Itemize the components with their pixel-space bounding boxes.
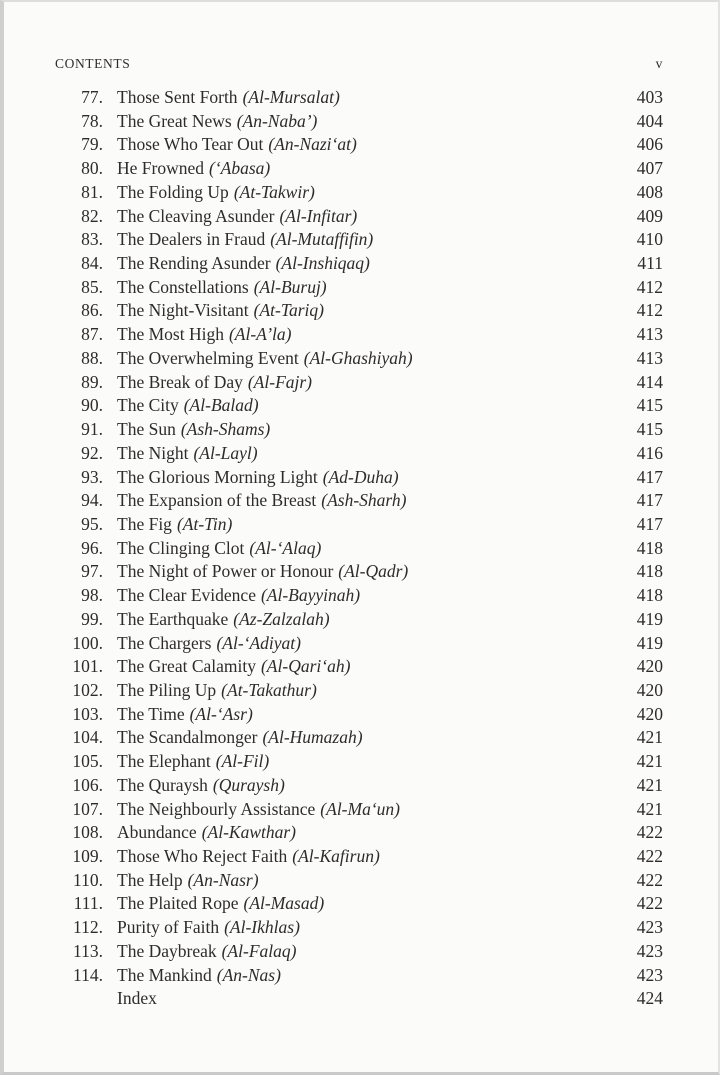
entry-number: 96. <box>81 537 103 558</box>
entry-page-number: 417 <box>636 466 663 487</box>
entry-title-cell <box>103 680 637 701</box>
entry-title-cell <box>103 490 637 511</box>
entry-title: The Fig <box>117 513 172 534</box>
entry-number: 103. <box>72 703 103 724</box>
entry-number: 112. <box>73 917 103 938</box>
entry-page-number: 421 <box>636 751 663 772</box>
entry-title-cell <box>103 633 637 654</box>
entry-number: 104. <box>72 727 103 748</box>
entry-title: The Most High <box>117 324 224 345</box>
entry-arabic-name: (Al-‘Adiyat) <box>216 632 301 653</box>
entry-arabic-name: (An-Naba’) <box>236 110 318 131</box>
entry-title-cell <box>103 585 637 606</box>
entry-title: Those Who Reject Faith <box>117 846 288 866</box>
entry-title: The Great News <box>117 110 232 131</box>
entry-number: 101. <box>72 656 103 677</box>
entry-number: 77. <box>81 87 103 107</box>
entry-title-cell <box>103 822 637 843</box>
entry-arabic-name: (An-Nasr) <box>187 869 259 890</box>
entry-page-number: 411 <box>637 253 663 274</box>
toc-entry-row <box>55 229 663 253</box>
entry-title-cell <box>103 229 637 250</box>
entry-title: The City <box>117 395 179 416</box>
entry-arabic-name: (Al-Mutaffifin) <box>270 229 374 250</box>
entry-title-cell <box>103 419 637 440</box>
toc-entry-row <box>55 799 663 823</box>
toc-entry-row <box>55 395 663 419</box>
entry-page-number: 421 <box>636 774 663 795</box>
entry-title-cell <box>103 467 637 488</box>
entry-title-cell <box>103 775 637 796</box>
entry-arabic-name: (At-Takathur) <box>221 679 317 700</box>
toc-entry-row <box>55 988 663 1012</box>
entry-number: 78. <box>81 110 103 131</box>
entry-arabic-name: (Ash-Sharh) <box>321 490 407 511</box>
entry-page-number: 412 <box>636 276 663 297</box>
entry-title: The Scandalmonger <box>117 727 258 748</box>
entry-arabic-name: (Al-Ghashiyah) <box>303 347 413 368</box>
entry-title-cell <box>103 182 637 203</box>
toc-entry-row <box>55 182 663 206</box>
entry-arabic-name: (At-Takwir) <box>233 181 315 202</box>
entry-title: The Night <box>117 442 189 463</box>
entry-title-cell <box>103 727 637 748</box>
entry-arabic-name: (Al-Masad) <box>243 893 325 914</box>
entry-number: 88. <box>81 347 103 368</box>
toc-entry-row <box>55 917 663 941</box>
toc-entry-row <box>55 893 663 917</box>
toc-entry-row <box>55 443 663 467</box>
entry-title: Abundance <box>117 822 197 843</box>
entry-page-number: 422 <box>636 893 663 914</box>
entry-title: The Time <box>117 703 185 724</box>
toc-entry-row <box>55 704 663 728</box>
entry-page-number: 419 <box>636 608 663 629</box>
entry-title: The Expansion of the Breast <box>117 490 317 511</box>
entry-arabic-name: (Quraysh) <box>212 774 285 795</box>
entry-number: 86. <box>81 300 103 321</box>
entry-title-cell <box>103 87 637 108</box>
toc-entry-row <box>55 467 663 491</box>
entry-number: 93. <box>81 466 103 487</box>
toc-entry-row <box>55 324 663 348</box>
entry-arabic-name: (Al-Inshiqaq) <box>275 253 370 274</box>
entry-page-number: 415 <box>636 395 663 416</box>
entry-page-number: 423 <box>636 917 663 938</box>
entry-title: The Overwhelming Event <box>117 347 299 368</box>
entry-arabic-name: (Ad-Duha) <box>322 466 399 487</box>
toc-entry-row <box>55 585 663 609</box>
entry-arabic-name: (Al-Qari‘ah) <box>260 656 351 677</box>
entry-title: The Help <box>117 869 183 890</box>
entry-title: The Great Calamity <box>117 656 256 677</box>
entry-number: 81. <box>81 181 103 202</box>
toc-entry-row <box>55 348 663 372</box>
entry-title-cell <box>103 348 637 369</box>
entry-page-number: 417 <box>636 490 663 511</box>
toc-entry-row <box>55 727 663 751</box>
entry-arabic-name: (An-Nazi‘at) <box>268 134 357 155</box>
entry-title: Those Who Tear Out <box>117 134 264 155</box>
toc-entry-row <box>55 111 663 135</box>
entry-number: 107. <box>72 798 103 819</box>
entry-title: The Neighbourly Assistance <box>117 798 316 819</box>
entry-title: He Frowned <box>117 158 204 179</box>
entry-title: The Clinging Clot <box>117 537 245 558</box>
entry-title: Index <box>117 988 157 1009</box>
entry-page-number: 415 <box>636 419 663 440</box>
running-header-page-number: v <box>655 56 663 71</box>
entry-title-cell <box>103 704 637 725</box>
entry-arabic-name: (Al-Falaq) <box>221 940 297 961</box>
entry-title: The Night-Visitant <box>117 300 249 321</box>
entry-title: The Piling Up <box>117 679 217 700</box>
toc-list <box>55 87 663 1012</box>
entry-title: The Plaited Rope <box>117 893 239 914</box>
entry-number: 92. <box>81 442 103 463</box>
running-header <box>55 56 663 72</box>
entry-title: The Daybreak <box>117 940 217 961</box>
entry-title: The Mankind <box>117 964 212 985</box>
entry-number: 114. <box>73 964 103 985</box>
entry-page-number: 413 <box>636 324 663 345</box>
entry-page-number: 421 <box>636 727 663 748</box>
entry-title-cell <box>103 751 637 772</box>
entry-number: 100. <box>72 632 103 653</box>
entry-title: The Elephant <box>117 751 211 772</box>
toc-entry-row <box>55 538 663 562</box>
entry-page-number: 422 <box>636 846 663 866</box>
entry-page-number: 420 <box>636 656 663 677</box>
entry-page-number: 420 <box>636 703 663 724</box>
entry-page-number: 423 <box>636 964 663 985</box>
entry-arabic-name: (Al-Mursalat) <box>242 87 340 107</box>
entry-page-number: 416 <box>636 442 663 463</box>
toc-entry-row <box>55 775 663 799</box>
toc-entry-row <box>55 561 663 585</box>
entry-arabic-name: (Al-‘Alaq) <box>249 537 322 558</box>
entry-number: 84. <box>81 253 103 274</box>
entry-title: The Night of Power or Honour <box>117 561 334 582</box>
entry-number: 94. <box>81 490 103 511</box>
entry-number: 97. <box>81 561 103 582</box>
entry-page-number: 423 <box>636 940 663 961</box>
entry-title: The Folding Up <box>117 181 229 202</box>
entry-title-cell <box>103 870 637 891</box>
entry-title-cell <box>103 372 637 393</box>
toc-entry-row <box>55 656 663 680</box>
entry-page-number: 410 <box>636 229 663 250</box>
entry-number: 95. <box>81 513 103 534</box>
toc-entry-row <box>55 846 663 870</box>
entry-title-cell <box>103 917 637 938</box>
entry-title-cell <box>103 443 637 464</box>
entry-page-number: 419 <box>636 632 663 653</box>
entry-title: The Earthquake <box>117 608 229 629</box>
entry-number: 90. <box>81 395 103 416</box>
entry-arabic-name: (Al-Layl) <box>193 442 258 463</box>
entry-page-number: 408 <box>636 181 663 202</box>
entry-arabic-name: (An-Nas) <box>216 964 281 985</box>
entry-arabic-name: (Al-Fajr) <box>247 371 313 392</box>
entry-page-number: 417 <box>636 513 663 534</box>
entry-title: The Chargers <box>117 632 212 653</box>
toc-entry-row <box>55 941 663 965</box>
entry-page-number: 414 <box>636 371 663 392</box>
entry-arabic-name: (Al-Ma‘un) <box>320 798 400 819</box>
entry-number: 79. <box>81 134 103 155</box>
entry-number: 105. <box>72 751 103 772</box>
entry-arabic-name: (Ash-Shams) <box>180 419 271 440</box>
toc-entry-row <box>55 300 663 324</box>
entry-title-cell <box>103 277 637 298</box>
entry-number: 113. <box>73 940 103 961</box>
entry-title-cell <box>103 656 637 677</box>
entry-page-number: 413 <box>636 347 663 368</box>
toc-entry-row <box>55 206 663 230</box>
entry-number: 102. <box>72 679 103 700</box>
entry-page-number: 418 <box>636 585 663 606</box>
entry-title: The Quraysh <box>117 774 208 795</box>
entry-number: 109. <box>72 846 103 866</box>
entry-title: The Sun <box>117 419 176 440</box>
entry-number: 83. <box>81 229 103 250</box>
entry-title-cell <box>103 206 637 227</box>
entry-arabic-name: (Al-Balad) <box>183 395 259 416</box>
entry-arabic-name: (Al-A’la) <box>228 324 292 345</box>
entry-arabic-name: (At-Tin) <box>176 513 233 534</box>
entry-title: The Glorious Morning Light <box>117 466 318 487</box>
entry-title-cell <box>103 158 637 179</box>
page-content <box>55 56 663 1012</box>
entry-arabic-name: (Az-Zalzalah) <box>233 608 330 629</box>
toc-entry-row <box>55 680 663 704</box>
entry-page-number: 407 <box>636 158 663 179</box>
entry-title: The Dealers in Fraud <box>117 229 266 250</box>
toc-entry-row <box>55 870 663 894</box>
entry-page-number: 404 <box>636 110 663 131</box>
toc-entry-row <box>55 822 663 846</box>
entry-arabic-name: (Al-Fil) <box>215 751 270 772</box>
entry-page-number: 403 <box>636 87 663 107</box>
entry-title: The Clear Evidence <box>117 585 256 606</box>
entry-arabic-name: (Al-Infitar) <box>279 205 358 226</box>
entry-arabic-name: (Al-Qadr) <box>338 561 409 582</box>
toc-entry-row <box>55 134 663 158</box>
entry-title: The Break of Day <box>117 371 243 392</box>
entry-title-cell <box>103 253 637 274</box>
entry-page-number: 418 <box>636 561 663 582</box>
entry-arabic-name: (‘Abasa) <box>209 158 271 179</box>
entry-number: 106. <box>72 774 103 795</box>
entry-page-number: 422 <box>636 822 663 843</box>
entry-arabic-name: (Al-Kawthar) <box>201 822 297 843</box>
entry-title-cell <box>103 846 637 867</box>
toc-entry-row <box>55 609 663 633</box>
entry-number: 98. <box>81 585 103 606</box>
entry-number: 80. <box>81 158 103 179</box>
entry-arabic-name: (Al-Buruj) <box>253 276 327 297</box>
toc-entry-row <box>55 490 663 514</box>
entry-title-cell <box>103 609 637 630</box>
entry-page-number: 422 <box>636 869 663 890</box>
entry-title: The Constellations <box>117 276 249 297</box>
entry-title-cell <box>103 561 637 582</box>
toc-entry-row <box>55 158 663 182</box>
entry-title-cell <box>103 965 637 986</box>
entry-arabic-name: (Al-‘Asr) <box>189 703 253 724</box>
entry-title: Those Sent Forth <box>117 87 238 107</box>
running-header-title: CONTENTS <box>55 56 131 71</box>
toc-entry-row <box>55 965 663 989</box>
entry-arabic-name: (Al-Bayyinah) <box>260 585 361 606</box>
entry-number: 87. <box>81 324 103 345</box>
toc-entry-row <box>55 277 663 301</box>
toc-entry-row <box>55 253 663 277</box>
entry-title-cell <box>103 134 637 155</box>
entry-page-number: 420 <box>636 679 663 700</box>
entry-number: 110. <box>73 869 103 890</box>
entry-page-number: 418 <box>636 537 663 558</box>
entry-arabic-name: (Al-Humazah) <box>262 727 363 748</box>
entry-title-cell <box>103 988 637 1009</box>
entry-title: Purity of Faith <box>117 917 220 938</box>
entry-title-cell <box>103 514 637 535</box>
entry-number: 108. <box>72 822 103 843</box>
toc-entry-row <box>55 633 663 657</box>
entry-arabic-name: (Al-Kafirun) <box>292 846 380 866</box>
entry-arabic-name: (Al-Ikhlas) <box>224 917 300 938</box>
entry-number: 82. <box>81 205 103 226</box>
entry-title-cell <box>103 324 637 345</box>
toc-entry-row <box>55 751 663 775</box>
entry-number: 111. <box>73 893 103 914</box>
entry-title-cell <box>103 300 637 321</box>
entry-title: The Rending Asunder <box>117 253 271 274</box>
entry-title-cell <box>103 799 637 820</box>
entry-number: 89. <box>81 371 103 392</box>
entry-number: 99. <box>81 608 103 629</box>
toc-entry-row <box>55 419 663 443</box>
entry-page-number: 421 <box>636 798 663 819</box>
entry-page-number: 406 <box>636 134 663 155</box>
entry-title-cell <box>103 395 637 416</box>
toc-entry-row <box>55 87 663 111</box>
entry-page-number: 424 <box>636 988 663 1009</box>
entry-arabic-name: (At-Tariq) <box>253 300 324 321</box>
entry-title: The Cleaving Asunder <box>117 205 275 226</box>
entry-title-cell <box>103 893 637 914</box>
entry-number: 85. <box>81 276 103 297</box>
toc-entry-row <box>55 372 663 396</box>
entry-title-cell <box>103 538 637 559</box>
entry-page-number: 412 <box>636 300 663 321</box>
entry-title-cell <box>103 941 637 962</box>
entry-number: 91. <box>81 419 103 440</box>
toc-entry-row <box>55 514 663 538</box>
entry-title-cell <box>103 111 637 132</box>
entry-page-number: 409 <box>636 205 663 226</box>
